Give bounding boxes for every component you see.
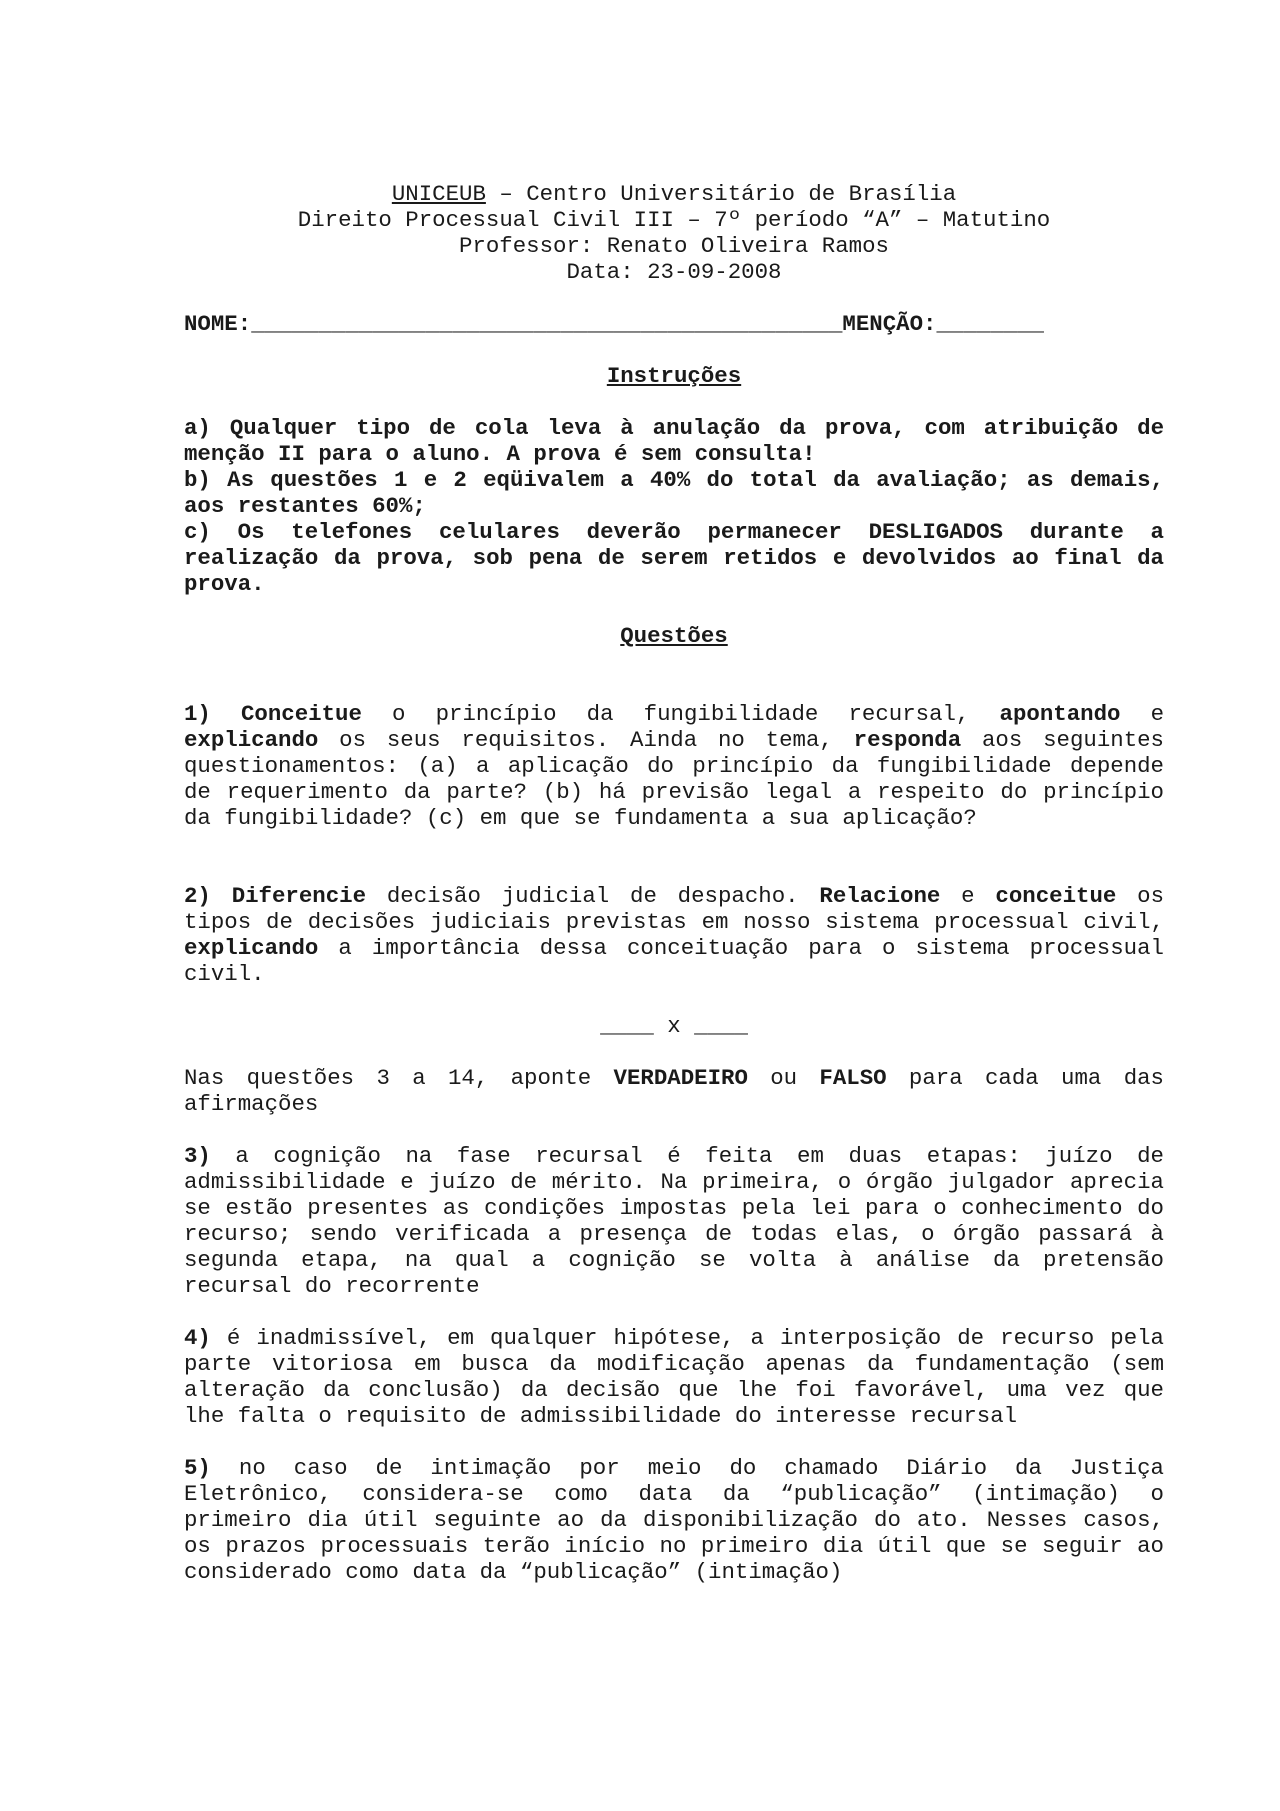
- question-number: 4): [184, 1325, 211, 1351]
- instruction-item: a) Qualquer tipo de cola leva à anulação da prova, com atribuição de menção II para o aluno. A prova é sem consulta!: [184, 415, 1164, 467]
- question-keyword: Diferencie: [231, 883, 367, 909]
- question-text: a cognição na fase recursal é feita em duas etapas: juízo de admissibilidade e juízo de mérito. Na primeira, o órgão julgador aprecia se estão presentes as condições impostas pela lei para o conhecimento do recurso; sendo verificada a presença de todas elas, o órgão passará à segunda etapa, na qual a cognição se volta à análise da pretensão recursal do recorrente: [184, 1143, 1164, 1299]
- question-text: aos seguintes questionamentos: (a) a aplicação do princípio da fungibilidade depende de requerimento da parte? (b) há previsão legal a respeito do princípio da fungibilidade? (c) em que se fundamenta a sua aplicação?: [184, 727, 1164, 831]
- mencao-label: MENÇÃO:: [842, 311, 937, 337]
- institution-line: [184, 181, 1164, 207]
- question-text: a importância dessa conceituação para o sistema processual civil.: [184, 935, 1164, 987]
- question-keyword: apontando: [999, 701, 1121, 727]
- mencao-field[interactable]: ________: [936, 311, 1044, 337]
- question-text: os seus requisitos. Ainda no tema,: [318, 727, 854, 753]
- question-number: 3): [184, 1143, 211, 1169]
- question-text: no caso de intimação por meio do chamado Diário da Justiça Eletrônico, considera-se como data da “publicação” (intimação) o primeiro dia útil seguinte ao da disponibilização do ato. Nesses casos, os prazos processuais terão início no primeiro dia útil que se seguir ao considerado como data da “publicação” (intimação): [184, 1455, 1164, 1585]
- separator: ____ x ____: [600, 1013, 748, 1039]
- question-keyword: explicando: [184, 935, 319, 961]
- question-text: os tipos de decisões judiciais previstas em nosso sistema processual civil,: [184, 883, 1165, 935]
- nome-label: NOME:: [184, 311, 252, 337]
- question-5: [184, 1455, 1164, 1585]
- intro-text: para cada uma das afirmações: [184, 1065, 1164, 1117]
- question-2: [184, 883, 1164, 987]
- course-line: Direito Processual Civil III – 7º período “A” – Matutino: [297, 207, 1051, 233]
- student-info-line: [184, 311, 1164, 337]
- document-body: [184, 181, 1164, 1585]
- question-text: é inadmissível, em qualquer hipótese, a interposição de recurso pela parte vitoriosa em busca da modificação apenas da fundamentação (sem alteração da conclusão) da decisão que lhe foi favorável, uma vez que lhe falta o requisito de admissibilidade do interesse recursal: [184, 1325, 1164, 1429]
- question-keyword: Relacione: [819, 883, 941, 909]
- date-line: Data: 23-09-2008: [566, 259, 782, 285]
- question-1: [184, 701, 1164, 831]
- true-false-intro: [184, 1065, 1164, 1117]
- question-number: 5): [184, 1455, 211, 1481]
- instructions-list: [184, 415, 1164, 597]
- intro-text: Nas questões 3 a 14, aponte: [184, 1065, 614, 1091]
- question-text: decisão judicial de despacho.: [366, 883, 820, 909]
- intro-keyword: VERDADEIRO: [613, 1065, 748, 1091]
- question-keyword: Conceitue: [241, 701, 362, 727]
- question-number: 1): [184, 701, 211, 727]
- question-4: [184, 1325, 1164, 1429]
- instructions-title: Instruções: [606, 363, 742, 389]
- institution-abbr: UNICEUB: [391, 181, 486, 207]
- institution-name: – Centro Universitário de Brasília: [485, 181, 957, 207]
- nome-field[interactable]: ____________________________________________: [251, 311, 843, 337]
- question-text: e: [940, 883, 996, 909]
- exam-header: [184, 181, 1164, 285]
- question-keyword: responda: [853, 727, 962, 753]
- professor-line: Professor: Renato Oliveira Ramos: [459, 233, 889, 259]
- question-text: e: [1120, 701, 1165, 727]
- question-keyword: conceitue: [995, 883, 1117, 909]
- questions-title: Questões: [620, 623, 728, 649]
- instruction-item: c) Os telefones celulares deverão permanecer DESLIGADOS durante a realização da prova, sob pena de serem retidos e devolvidos ao final da prova.: [184, 519, 1164, 597]
- question-text: o princípio da fungibilidade recursal,: [361, 701, 1000, 727]
- question-number: 2): [184, 883, 211, 909]
- question-keyword: explicando: [184, 727, 319, 753]
- question-3: [184, 1143, 1164, 1299]
- intro-text: ou: [747, 1065, 820, 1091]
- intro-keyword: FALSO: [819, 1065, 887, 1091]
- instruction-item: b) As questões 1 e 2 eqüivalem a 40% do total da avaliação; as demais, aos restantes 60%;: [184, 467, 1164, 519]
